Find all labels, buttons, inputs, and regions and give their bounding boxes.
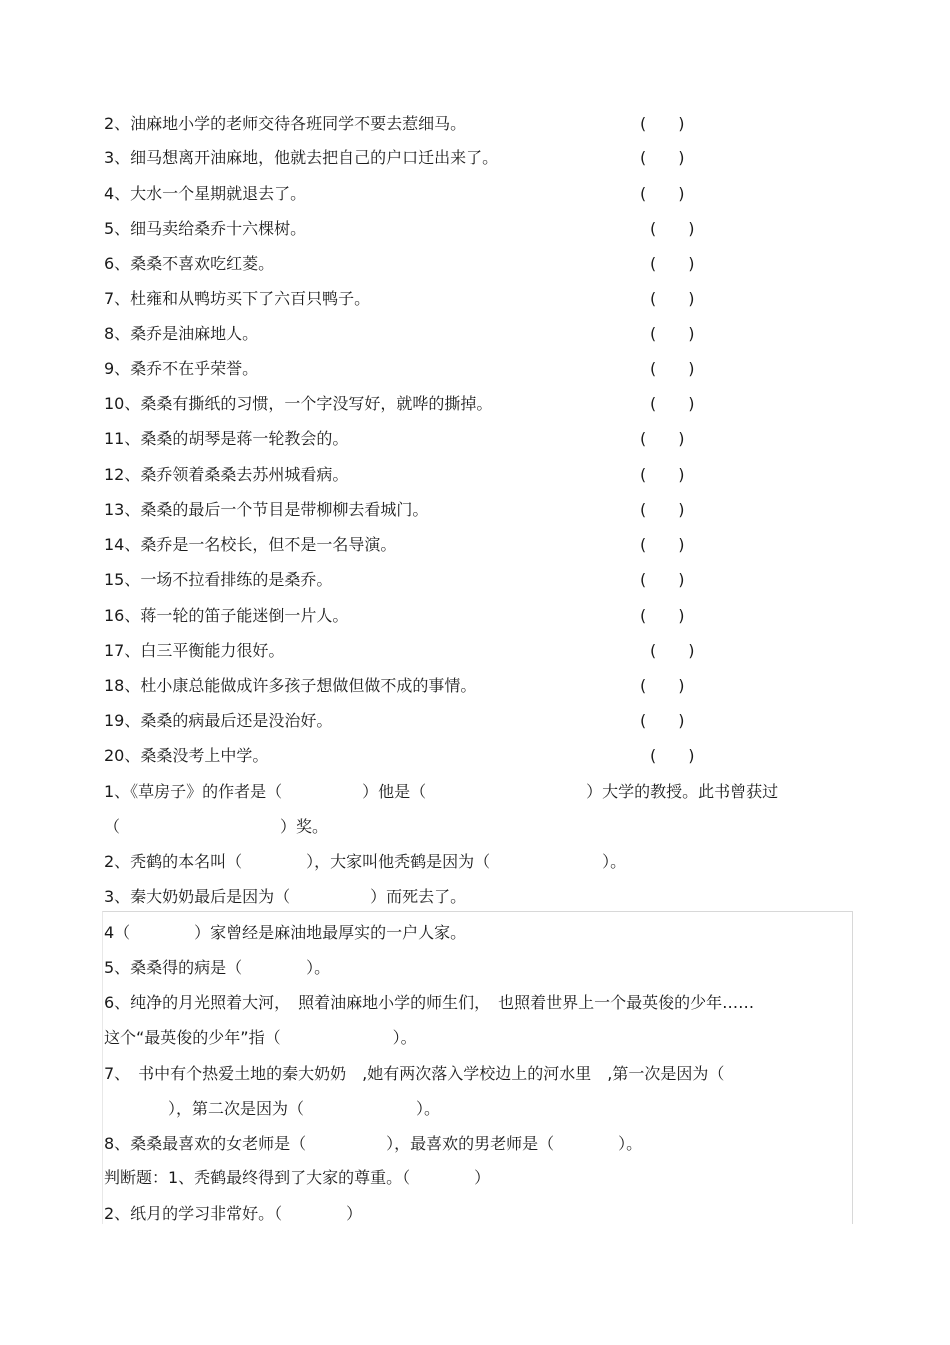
answer-blank[interactable]: ( ) bbox=[650, 289, 695, 308]
fill-question-1: 1、《草房子》的作者是（ ）他是（ ）大学的教授。此书曾获过 bbox=[104, 782, 779, 801]
answer-blank[interactable]: ( ) bbox=[650, 359, 695, 378]
tf-item-9: 9、桑乔不在乎荣誉。 bbox=[104, 359, 259, 378]
fill-question-7-cont: ），第二次是因为（ ）。 bbox=[104, 1099, 441, 1118]
tf-item-15: 15、一场不拉看排练的是桑乔。 bbox=[104, 570, 333, 589]
tf-item-3: 3、细马想离开油麻地，他就去把自己的户口迁出来了。 bbox=[104, 148, 499, 167]
judge-question-1: 判断题：1、秃鹤最终得到了大家的尊重。（ ） bbox=[104, 1168, 491, 1187]
tf-item-7: 7、杜雍和从鸭坊买下了六百只鸭子。 bbox=[104, 289, 371, 308]
tf-item-11: 11、桑桑的胡琴是蒋一轮教会的。 bbox=[104, 429, 349, 448]
answer-blank[interactable]: ( ) bbox=[650, 324, 695, 343]
tf-item-6: 6、桑桑不喜欢吃红菱。 bbox=[104, 254, 275, 273]
answer-blank[interactable]: ( ) bbox=[640, 148, 685, 167]
tf-item-18: 18、杜小康总能做成许多孩子想做但做不成的事情。 bbox=[104, 676, 477, 695]
answer-blank[interactable]: ( ) bbox=[640, 711, 685, 730]
answer-blank[interactable]: ( ) bbox=[640, 465, 685, 484]
fill-question-8: 8、桑桑最喜欢的女老师是（ ），最喜欢的男老师是（ ）。 bbox=[104, 1134, 643, 1153]
answer-blank[interactable]: ( ) bbox=[640, 570, 685, 589]
judge-question-2: 2、纸月的学习非常好。（ ） bbox=[104, 1204, 363, 1223]
answer-blank[interactable]: ( ) bbox=[640, 500, 685, 519]
tf-item-8: 8、桑乔是油麻地人。 bbox=[104, 324, 259, 343]
tf-item-5: 5、细马卖给桑乔十六棵树。 bbox=[104, 219, 307, 238]
tf-item-10: 10、桑桑有撕纸的习惯，一个字没写好，就哗的撕掉。 bbox=[104, 394, 493, 413]
fill-question-2: 2、秃鹤的本名叫（ ），大家叫他秃鹤是因为（ ）。 bbox=[104, 852, 627, 871]
fill-question-7: 7、 书中有个热爱土地的秦大奶奶 ,她有两次落入学校边上的河水里 ,第一次是因为（ bbox=[104, 1064, 725, 1083]
fill-question-6: 6、纯净的月光照着大河， 照着油麻地小学的师生们， 也照着世界上一个最英俊的少年…… bbox=[104, 993, 755, 1012]
fill-question-1-cont: （ ）奖。 bbox=[104, 817, 329, 836]
answer-blank[interactable]: ( ) bbox=[640, 114, 685, 133]
fill-question-5: 5、桑桑得的病是（ ）。 bbox=[104, 958, 331, 977]
tf-item-19: 19、桑桑的病最后还是没治好。 bbox=[104, 711, 333, 730]
tf-item-17: 17、白三平衡能力很好。 bbox=[104, 641, 285, 660]
tf-item-13: 13、桑桑的最后一个节目是带柳柳去看城门。 bbox=[104, 500, 429, 519]
answer-blank[interactable]: ( ) bbox=[650, 394, 695, 413]
tf-item-2: 2、油麻地小学的老师交待各班同学不要去惹细马。 bbox=[104, 114, 467, 133]
fill-question-6-cont: 这个“最英俊的少年”指（ ）。 bbox=[104, 1028, 417, 1047]
answer-blank[interactable]: ( ) bbox=[640, 184, 685, 203]
answer-blank[interactable]: ( ) bbox=[650, 746, 695, 765]
answer-blank[interactable]: ( ) bbox=[640, 535, 685, 554]
answer-blank[interactable]: ( ) bbox=[640, 429, 685, 448]
answer-blank[interactable]: ( ) bbox=[640, 676, 685, 695]
fill-question-3: 3、秦大奶奶最后是因为（ ）而死去了。 bbox=[104, 887, 467, 906]
answer-blank[interactable]: ( ) bbox=[650, 641, 695, 660]
fill-question-4: 4（ ）家曾经是麻油地最厚实的一户人家。 bbox=[104, 923, 467, 942]
answer-blank[interactable]: ( ) bbox=[650, 219, 695, 238]
tf-item-12: 12、桑乔领着桑桑去苏州城看病。 bbox=[104, 465, 349, 484]
answer-blank[interactable]: ( ) bbox=[650, 254, 695, 273]
tf-item-4: 4、大水一个星期就退去了。 bbox=[104, 184, 307, 203]
answer-blank[interactable]: ( ) bbox=[640, 606, 685, 625]
tf-item-14: 14、桑乔是一名校长，但不是一名导演。 bbox=[104, 535, 397, 554]
tf-item-20: 20、桑桑没考上中学。 bbox=[104, 746, 269, 765]
tf-item-16: 16、蒋一轮的笛子能迷倒一片人。 bbox=[104, 606, 349, 625]
